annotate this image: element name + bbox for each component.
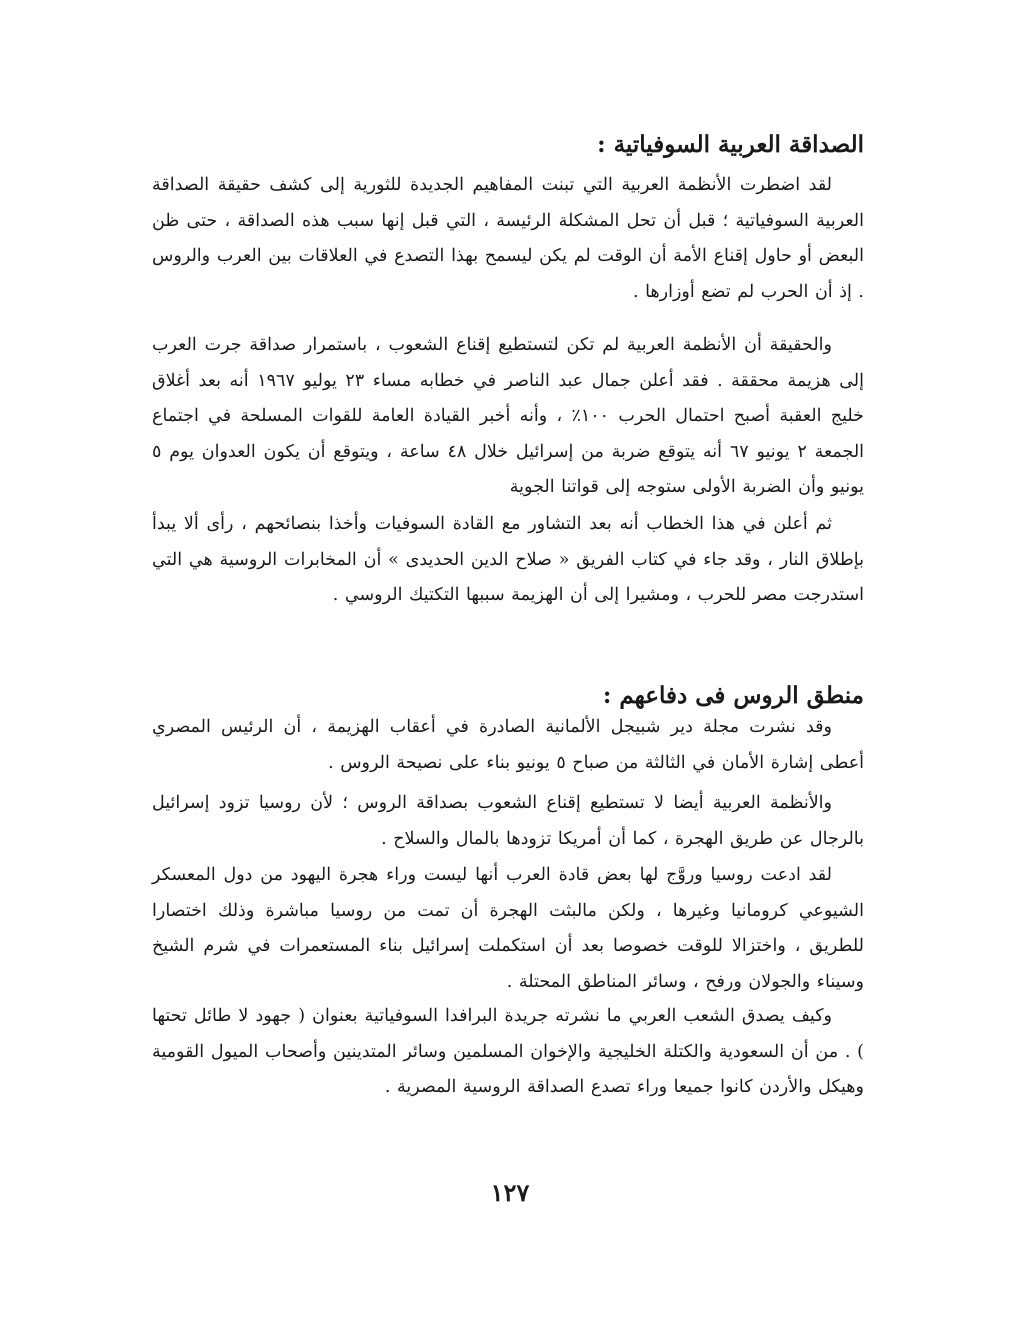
paragraph: [152, 858, 864, 1000]
paragraph-text: لقد ادعت روسيا وروَّج لها بعض قادة العرب أنها ليست وراء هجرة اليهود من دول المعسكر الشيوعي كرومانيا وغيرها ، ولكن مالبثت الهجرة أن تمت من روسيا مباشرة وذلك اختصارا للطريق ، واختزالا للوقت خصوصا بعد أن استكملت إسرائيل بناء المستعمرات في شرم الشيخ وسيناء والجولان ورفح ، وسائر المناطق المحتلة .: [152, 865, 864, 992]
paragraph: [152, 999, 864, 1106]
paragraph-text: ثم أعلن في هذا الخطاب أنه بعد التشاور مع القادة السوفيات وأخذا بنصائحهم ، رأى ألا يبدأ بإطلاق النار ، وقد جاء في كتاب الفريق « صلاح الدين الحديدى » أن المخابرات الروسية هي التي استدرجت مصر للحرب ، ومشيرا إلى أن الهزيمة سببها التكتيك الروسي .: [152, 514, 864, 605]
paragraph-text: لقد اضطرت الأنظمة العربية التي تبنت المفاهيم الجديدة للثورية إلى كشف حقيقة الصداقة العربية السوفياتية ؛ قبل أن تحل المشكلة الرئيسة ، التي قبل إنها سبب هذه الصداقة ، حتى ظن البعض أو حاول إقناع الأمة أن الوقت لم يكن ليسمح بهذا التصدع في العلاقات بين العرب والروس . إذ أن الحرب لم تضع أوزارها .: [152, 175, 864, 302]
paragraph-text: والحقيقة أن الأنظمة العربية لم تكن لتستطيع إقناع الشعوب ، باستمرار صداقة جرت العرب إلى هزيمة محققة . فقد أعلن جمال عبد الناصر في خطابه مساء ٢٣ يوليو ١٩٦٧ أنه بعد أغلاق خليج العقبة أصبح احتمال الحرب ١٠٠٪ ، وأنه أخبر القيادة العامة للقوات المسلحة في اجتماع الجمعة ٢ يونيو ٦٧ أنه يتوقع ضربة من إسرائيل خلال ٤٨ ساعة ، ويتوقع أن يكون العدوان يوم ٥ يونيو وأن الضربة الأولى ستوجه إلى قواتنا الجوية: [152, 335, 865, 497]
section-heading-arab-soviet-friendship: الصداقة العربية السوفياتية :: [597, 131, 864, 158]
paragraph: [152, 507, 864, 614]
paragraph: [152, 328, 864, 506]
paragraph-text: وكيف يصدق الشعب العربي ما نشرته جريدة البرافدا السوفياتية بعنوان ( جهود لا طائل تحتها ) . من أن السعودية والكتلة الخليجية والإخوان المسلمين وسائر المتدينين وأصحاب الميول القومية وهيكل والأردن كانوا جميعا وراء تصدع الصداقة الروسية المصرية .: [152, 1006, 864, 1097]
paragraph: [152, 168, 864, 310]
page-number: ١٢٧: [490, 1178, 530, 1207]
paragraph-text: والأنظمة العربية أيضا لا تستطيع إقناع الشعوب بصداقة الروس ؛ لأن روسيا تزود إسرائيل بالرجال عن طريق الهجرة ، كما أن أمريكا تزودها بالمال والسلاح .: [152, 793, 864, 849]
paragraph: [152, 786, 864, 857]
paragraph: [152, 710, 864, 781]
paragraph-text: وقد نشرت مجلة دير شبيجل الألمانية الصادرة في أعقاب الهزيمة ، أن الرئيس المصري أعطى إشارة الأمان في الثالثة من صباح ٥ يونيو بناء على نصيحة الروس .: [152, 717, 864, 773]
section-heading-russian-logic: منطق الروس فى دفاعهم :: [602, 682, 864, 709]
